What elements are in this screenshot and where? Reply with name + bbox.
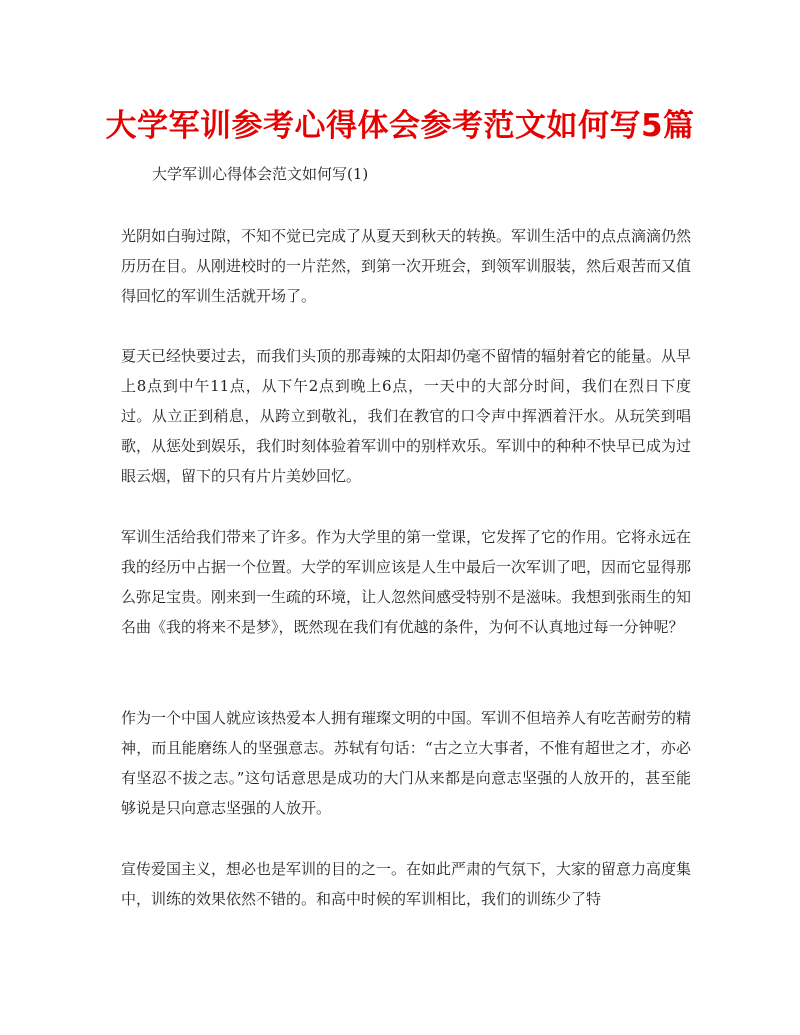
paragraph-2: 夏天已经快要过去，而我们头顶的那毒辣的太阳却仍毫不留情的辐射着它的能量。从早上8点到中午11点，从下午2点到晚上6点，一天中的大部分时间，我们在烈日下度过。从立正到稍息，从跨立到敬礼，我们在教官的口令声中挥洒着汗水。从玩笑到唱歌，从惩处到娱乐，我们时刻体验着军训中的别样欢乐。军训中的种种不快早已成为过眼云烟，留下的只有片片美妙回忆。 bbox=[121, 347, 692, 485]
document-subtitle: 大学军训心得体会范文如何写(1) bbox=[152, 165, 369, 183]
paragraph-3: 军训生活给我们带来了许多。作为大学里的第一堂课，它发挥了它的作用。它将永远在我的经历中占据一个位置。大学的军训应该是人生中最后一次军训了吧，因而它显得那么弥足宝贵。刚来到一生疏的环境，让人忽然间感受特别不是滋味。我想到张雨生的知名曲《我的将来不是梦》，既然现在我们有优越的条件，为何不认真地过每一分钟呢？ bbox=[121, 528, 692, 636]
document-title: 大学军训参考心得体会参考范文如何写5篇 bbox=[105, 108, 695, 144]
paragraph-4: 作为一个中国人就应该热爱本人拥有璀璨文明的中国。军训不但培养人有吃苦耐劳的精神，而且能磨练人的坚强意志。苏轼有句话：“古之立大事者，不惟有超世之才，亦必有坚忍不拔之志。”这句话意思是成功的大门从来都是向意志坚强的人放开的，甚至能够说是只向意志坚强的人放开。 bbox=[121, 709, 692, 817]
paragraph-1: 光阴如白驹过隙，不知不觉已完成了从夏天到秋天的转换。军训生活中的点点滴滴仍然历历在目。从刚进校时的一片茫然，到第一次开班会，到领军训服装，然后艰苦而又值得回忆的军训生活就开场了。 bbox=[121, 227, 692, 305]
paragraph-5: 宣传爱国主义，想必也是军训的目的之一。在如此严肃的气氛下，大家的留意力高度集中，训练的效果依然不错的。和高中时候的军训相比，我们的训练少了特 bbox=[121, 860, 692, 908]
